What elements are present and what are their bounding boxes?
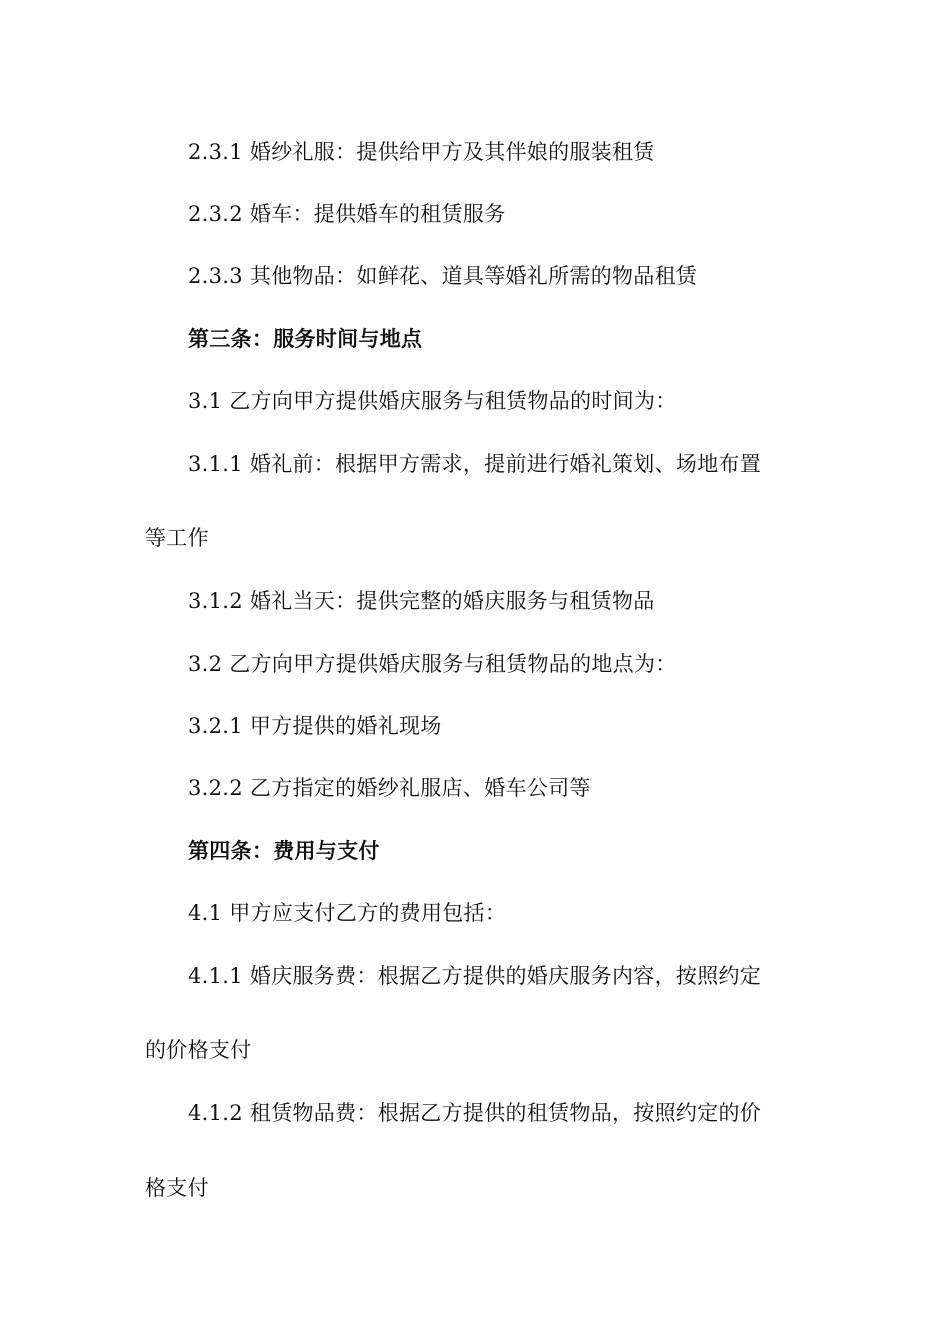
clause-3-1-1: 3.1.1 婚礼前：根据甲方需求，提前进行婚礼策划、场地布置 [188, 452, 762, 476]
clause-3-2-2: 3.2.2 乙方指定的婚纱礼服店、婚车公司等 [188, 776, 591, 800]
clause-4-1-1-continuation: 的价格支付 [145, 1038, 252, 1062]
article-4-heading: 第四条：费用与支付 [188, 838, 380, 863]
clause-3-1-1-continuation: 等工作 [145, 526, 209, 550]
clause-4-1-2-continuation: 格支付 [145, 1176, 209, 1200]
clause-2-3-2: 2.3.2 婚车：提供婚车的租赁服务 [188, 202, 506, 226]
clause-3-2-1: 3.2.1 甲方提供的婚礼现场 [188, 714, 442, 738]
clause-3-1-2: 3.1.2 婚礼当天：提供完整的婚庆服务与租赁物品 [188, 589, 655, 613]
article-3-heading: 第三条：服务时间与地点 [188, 326, 423, 351]
clause-2-3-3: 2.3.3 其他物品：如鲜花、道具等婚礼所需的物品租赁 [188, 264, 698, 288]
clause-2-3-1: 2.3.1 婚纱礼服：提供给甲方及其伴娘的服装租赁 [188, 140, 655, 164]
clause-4-1-2: 4.1.2 租赁物品费：根据乙方提供的租赁物品，按照约定的价 [188, 1101, 762, 1125]
clause-4-1: 4.1 甲方应支付乙方的费用包括： [188, 901, 507, 925]
clause-3-2: 3.2 乙方向甲方提供婚庆服务与租赁物品的地点为： [188, 652, 677, 676]
clause-4-1-1: 4.1.1 婚庆服务费：根据乙方提供的婚庆服务内容，按照约定 [188, 964, 762, 988]
clause-3-1: 3.1 乙方向甲方提供婚庆服务与租赁物品的时间为： [188, 389, 677, 413]
